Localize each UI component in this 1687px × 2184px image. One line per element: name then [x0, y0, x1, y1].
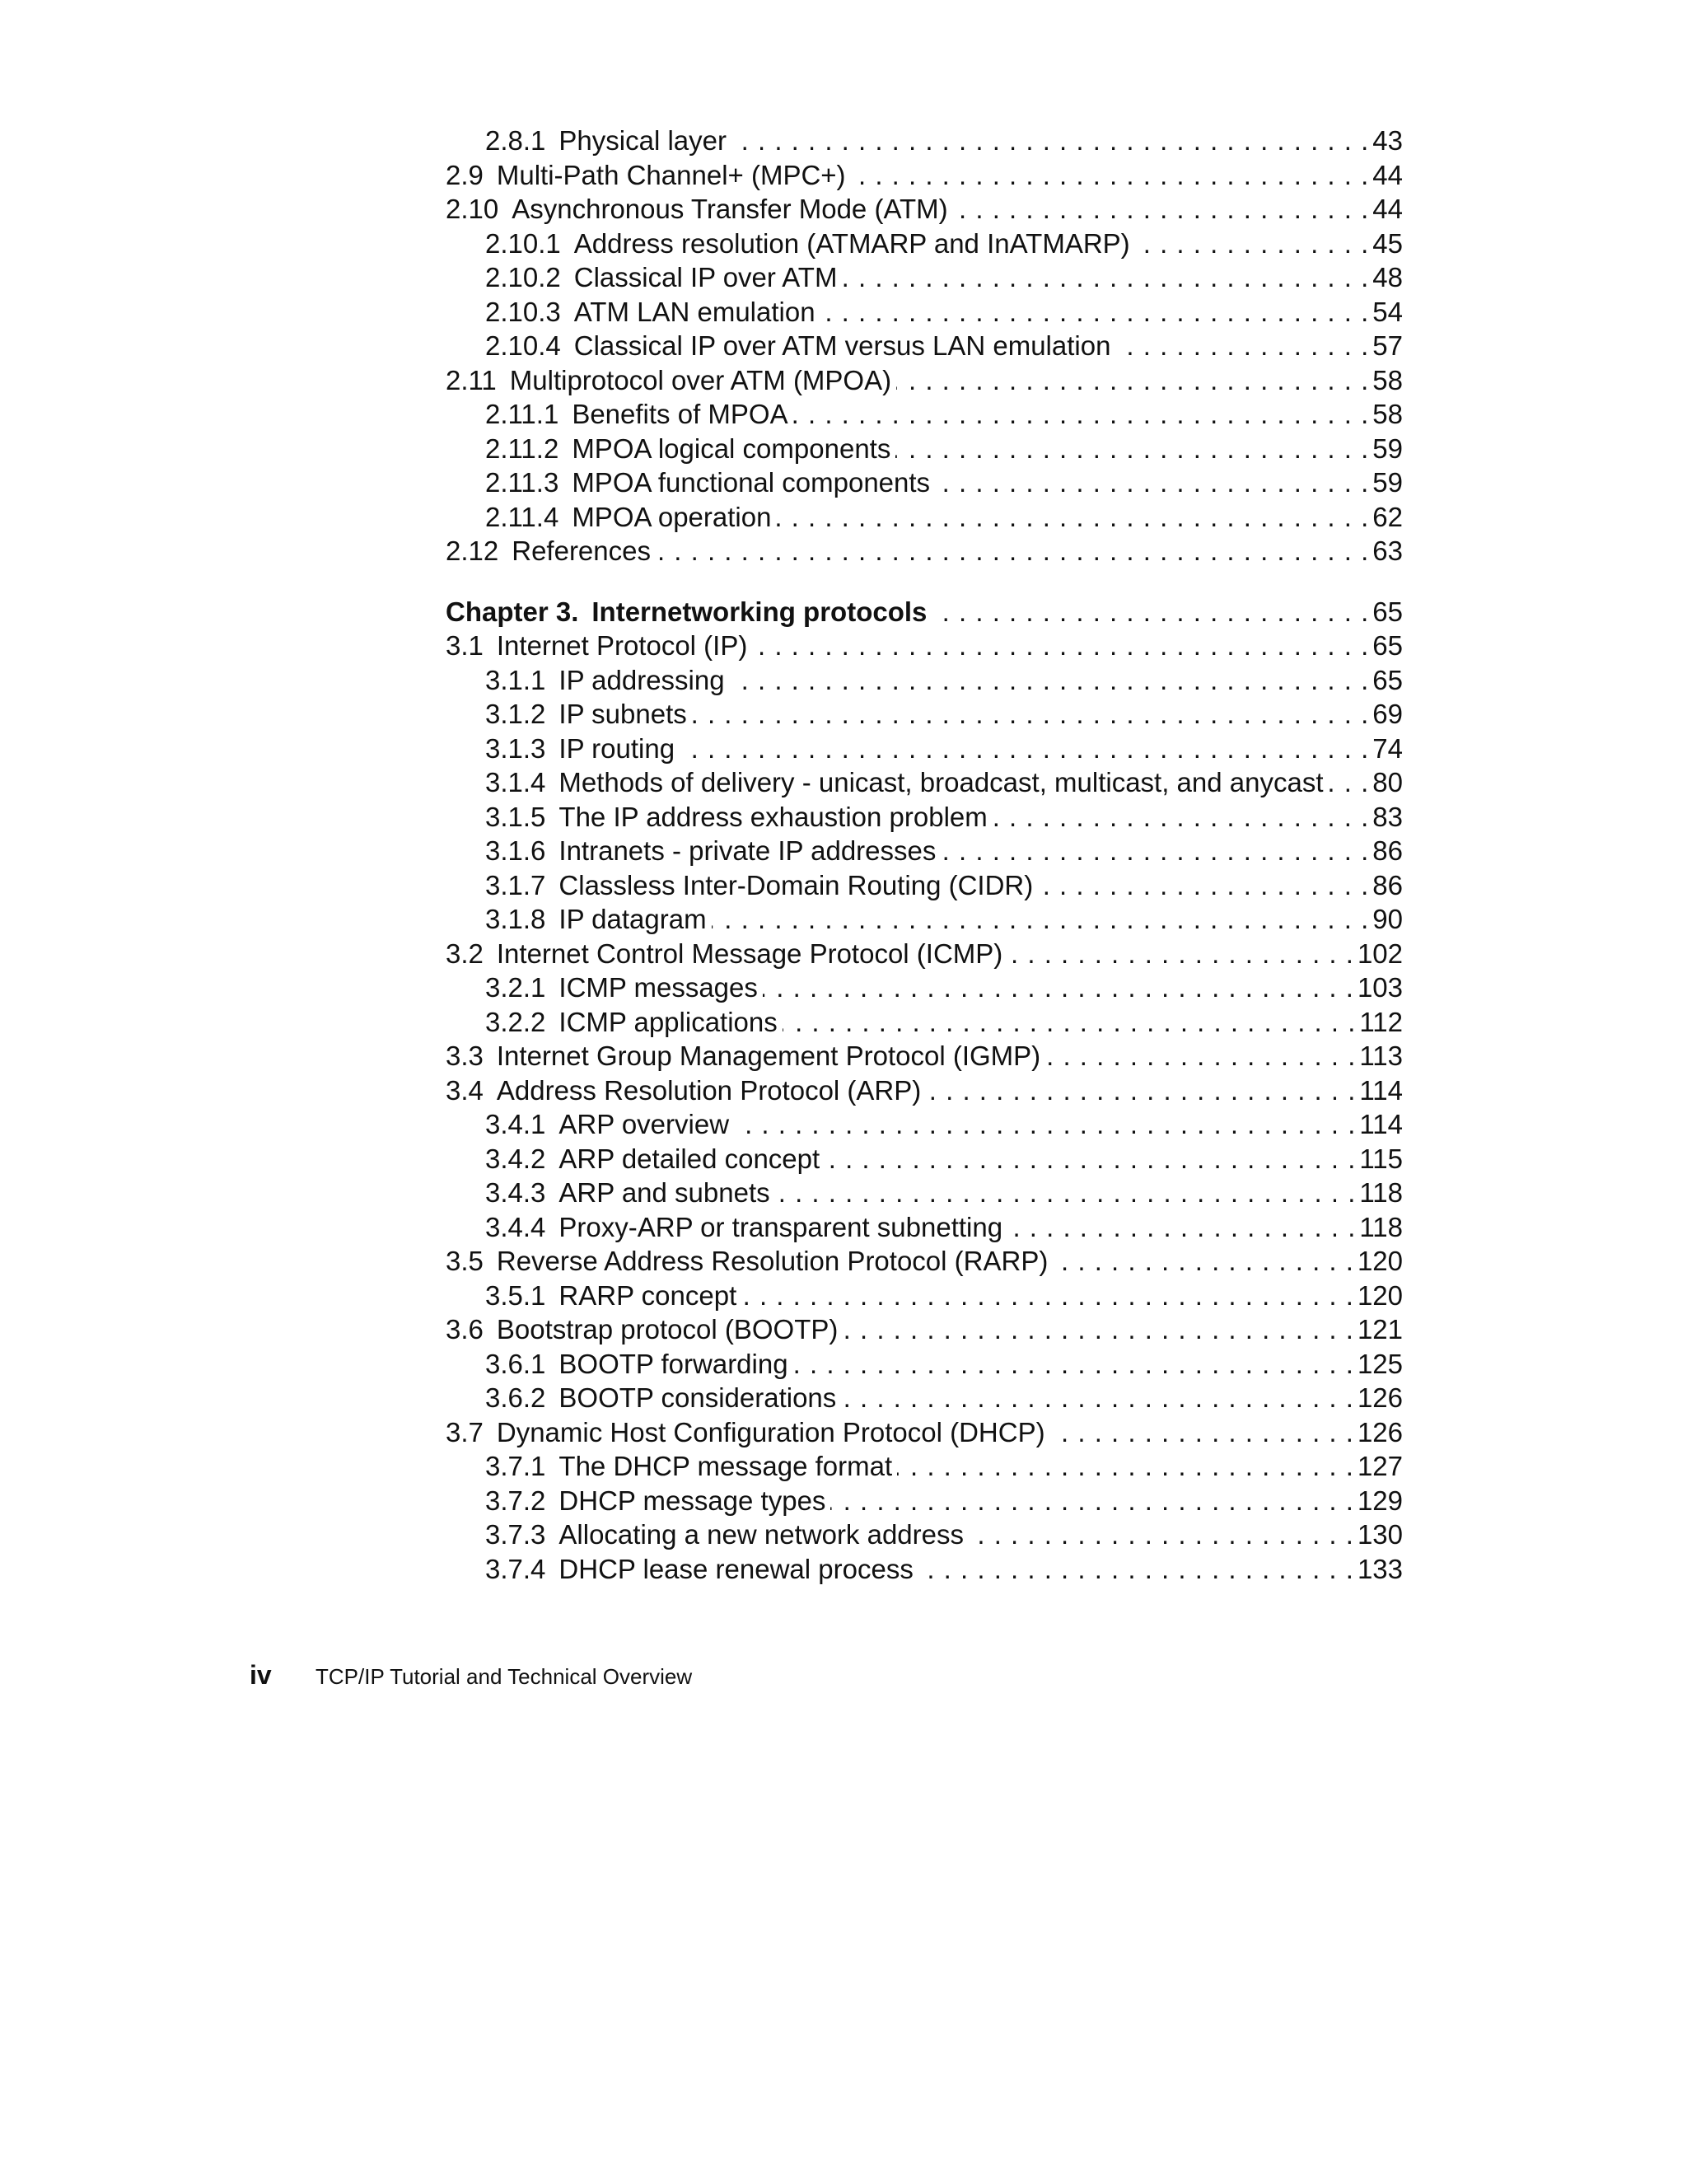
toc-entry-number: 3.1.7 [485, 869, 546, 900]
toc-entry[interactable] [446, 1381, 1403, 1415]
toc-entry-title: Internet Protocol (IP) [496, 630, 748, 661]
toc-entry-page: 58 [1372, 399, 1403, 429]
toc-entry-page: 90 [1372, 904, 1403, 934]
toc-entry-page: 45 [1372, 227, 1403, 259]
toc-entry-title: ARP overview [558, 1109, 730, 1139]
toc-entry[interactable] [446, 1347, 1403, 1382]
toc-entry-title: Bootstrap protocol (BOOTP) [496, 1314, 839, 1345]
toc-entry-title: ATM LAN emulation [573, 296, 815, 327]
dot-leader [1050, 1415, 1354, 1450]
toc-entry[interactable] [446, 1176, 1403, 1210]
toc-entry-title: ICMP applications [558, 1006, 778, 1037]
toc-entry[interactable] [446, 1073, 1403, 1108]
dot-leader [680, 732, 1369, 766]
toc-entry[interactable] [446, 227, 1403, 261]
toc-entry[interactable] [446, 1244, 1403, 1279]
toc-entry-title: Multi-Path Channel+ (MPC+) [496, 159, 846, 190]
dot-leader [775, 1176, 1357, 1210]
dot-leader [842, 260, 1369, 295]
toc-entry-page: 115 [1359, 1143, 1403, 1174]
toc-entry[interactable] [446, 1107, 1403, 1142]
toc-entry-number: 3.1.2 [485, 699, 546, 729]
toc-entry[interactable] [446, 124, 1403, 158]
toc-entry[interactable] [446, 1210, 1403, 1245]
toc-entry-title: The IP address exhaustion problem [558, 801, 988, 832]
toc-entry-title: Asynchronous Transfer Mode (ATM) [512, 194, 948, 224]
toc-entry[interactable] [446, 663, 1403, 698]
toc-entry-number: 2.11.3 [485, 467, 559, 498]
toc-entry[interactable] [446, 158, 1403, 193]
toc-entry-page: 120 [1357, 1246, 1403, 1276]
dot-leader [776, 500, 1369, 535]
toc-entry-number: 3.1 [446, 630, 484, 661]
toc-entry[interactable] [446, 397, 1403, 432]
toc-entry-page: 62 [1372, 501, 1403, 532]
toc-entry-number: Chapter 3. [446, 596, 579, 627]
dot-leader [763, 970, 1354, 1005]
toc-entry-title: Classless Inter-Domain Routing (CIDR) [558, 869, 1034, 900]
toc-entry[interactable] [446, 1449, 1403, 1484]
toc-entry-number: 3.2.2 [485, 1006, 546, 1037]
toc-entry-title: Dynamic Host Configuration Protocol (DHCP) [496, 1416, 1045, 1447]
toc-entry-title: Address Resolution Protocol (ARP) [496, 1074, 922, 1106]
dot-leader [969, 1518, 1354, 1552]
toc-entry[interactable] [446, 534, 1403, 568]
dot-leader [935, 465, 1369, 500]
toc-entry[interactable] [446, 765, 1403, 800]
toc-entry[interactable] [446, 363, 1403, 398]
dot-leader [1135, 227, 1370, 261]
toc-entry-number: 3.2.1 [485, 972, 546, 1003]
toc-entry-page: 57 [1372, 330, 1403, 361]
toc-entry-page: 63 [1372, 535, 1403, 566]
dot-leader [1053, 1244, 1354, 1279]
dot-leader [741, 1279, 1354, 1313]
toc-entry-number: 3.6.1 [485, 1348, 546, 1379]
toc-entry-title: ARP detailed concept [558, 1143, 820, 1174]
toc-entry-page: 103 [1357, 972, 1403, 1003]
dot-leader [941, 834, 1369, 868]
dot-leader [712, 902, 1370, 937]
toc-entry-title: RARP concept [558, 1279, 737, 1311]
dot-leader [932, 595, 1369, 629]
toc-entry[interactable] [446, 1415, 1403, 1450]
toc-entry-page: 118 [1359, 1211, 1403, 1242]
dot-leader [825, 1142, 1356, 1176]
dot-leader [783, 1005, 1357, 1040]
dot-leader [1045, 1039, 1356, 1073]
toc-entry-number: 3.4.2 [485, 1143, 546, 1174]
toc-entry-page: 121 [1357, 1314, 1403, 1345]
toc-entry-page: 130 [1357, 1519, 1403, 1550]
toc-entry-page: 65 [1372, 664, 1403, 695]
toc-entry-number: 3.7.4 [485, 1553, 546, 1584]
toc-entry[interactable] [446, 432, 1403, 466]
toc-entry-page: 127 [1357, 1451, 1403, 1481]
toc-entry-title: IP datagram [558, 904, 707, 934]
dot-leader [851, 158, 1370, 193]
toc-entry-title: BOOTP forwarding [558, 1348, 788, 1379]
toc-entry[interactable] [446, 1552, 1403, 1587]
dot-leader [1007, 1210, 1356, 1245]
toc-entry[interactable] [446, 1279, 1403, 1313]
toc-entry-number: 3.5 [446, 1246, 484, 1276]
toc-entry-page: 112 [1359, 1006, 1403, 1037]
toc-entry-number: 2.12 [446, 535, 499, 566]
toc-entry[interactable] [446, 800, 1403, 835]
toc-entry[interactable] [446, 629, 1403, 663]
toc-entry-title: Classical IP over ATM [573, 262, 838, 292]
toc-entry[interactable] [446, 295, 1403, 330]
dot-leader [918, 1552, 1354, 1587]
toc-entry-title: The DHCP message format [558, 1451, 893, 1481]
page-footer [250, 1660, 692, 1691]
toc-entry-number: 3.1.1 [485, 664, 546, 695]
toc-entry[interactable] [446, 329, 1403, 363]
dot-leader [1007, 937, 1354, 971]
toc-entry-number: 3.2 [446, 938, 484, 969]
toc-entry-number: 2.11.2 [485, 433, 559, 464]
toc-entry-title: Reverse Address Resolution Protocol (RARP) [496, 1246, 1049, 1276]
dot-leader [830, 1484, 1354, 1518]
toc-entry-page: 125 [1357, 1348, 1403, 1379]
toc-entry-page: 44 [1372, 194, 1403, 224]
toc-entry-page: 120 [1357, 1279, 1403, 1311]
toc-entry[interactable] [446, 834, 1403, 868]
toc-entry-title: MPOA operation [572, 501, 772, 532]
dot-leader [953, 192, 1370, 227]
dot-leader [752, 629, 1369, 663]
toc-entry-page: 65 [1372, 630, 1403, 661]
toc-entry-page: 114 [1359, 1109, 1403, 1139]
toc-entry-title: DHCP message types [558, 1485, 826, 1516]
toc-entry[interactable] [446, 1039, 1403, 1073]
toc-entry-number: 3.7 [446, 1416, 484, 1447]
toc-entry-title: Multiprotocol over ATM (MPOA) [509, 364, 892, 395]
toc-entry-number: 2.10.2 [485, 262, 561, 292]
toc-entry-title: MPOA logical components [572, 433, 891, 464]
toc-entry[interactable] [446, 465, 1403, 500]
toc-entry-page: 126 [1357, 1416, 1403, 1447]
dot-leader [993, 800, 1370, 835]
toc-entry-number: 2.8.1 [485, 125, 546, 156]
toc-entry-page: 102 [1357, 938, 1403, 969]
toc-entry[interactable] [446, 1142, 1403, 1176]
toc-chapter-entry[interactable] [446, 595, 1403, 629]
toc-entry-page: 86 [1372, 835, 1403, 866]
toc-entry-page: 48 [1372, 262, 1403, 292]
dot-leader [1038, 868, 1369, 903]
toc-entry-number: 3.1.5 [485, 801, 546, 832]
toc-entry-page: 114 [1359, 1074, 1403, 1106]
toc-entry-number: 3.1.6 [485, 835, 546, 866]
toc-entry-number: 3.1.8 [485, 904, 546, 934]
dot-leader [1329, 765, 1370, 800]
toc-entry-page: 59 [1372, 467, 1403, 498]
toc-entry-title: Internet Group Management Protocol (IGMP) [496, 1041, 1041, 1071]
toc-entry-title: Internet Control Message Protocol (ICMP) [496, 938, 1003, 969]
dot-leader [793, 397, 1370, 432]
toc-entry-number: 2.11 [446, 364, 497, 395]
toc-entry-number: 2.10.4 [485, 330, 561, 361]
toc-entry[interactable] [446, 500, 1403, 535]
toc-entry-number: 2.9 [446, 159, 484, 190]
toc-entry-title: ARP and subnets [558, 1177, 770, 1208]
toc-entry[interactable] [446, 732, 1403, 766]
dot-leader [1115, 329, 1369, 363]
toc-entry[interactable] [446, 970, 1403, 1005]
toc-entry-page: 118 [1359, 1177, 1403, 1208]
footer-book-title: TCP/IP Tutorial and Technical Overview [315, 1664, 693, 1689]
dot-leader [734, 1107, 1356, 1142]
toc-entry-number: 3.1.3 [485, 732, 546, 764]
toc-entry-number: 3.7.3 [485, 1519, 546, 1550]
toc-entry-page: 43 [1372, 125, 1403, 156]
dot-leader [656, 534, 1369, 568]
toc-entry-page: 80 [1372, 767, 1403, 797]
toc-entry-title: IP routing [558, 732, 675, 764]
toc-entry[interactable] [446, 1484, 1403, 1518]
toc-entry[interactable] [446, 937, 1403, 971]
toc-entry-title: References [512, 535, 651, 566]
toc-entry[interactable] [446, 260, 1403, 295]
toc-entry[interactable] [446, 1312, 1403, 1347]
dot-leader [843, 1312, 1354, 1347]
toc-entry-number: 2.10 [446, 194, 499, 224]
dot-leader [730, 663, 1370, 698]
table-of-contents [446, 124, 1403, 1586]
toc-entry-page: 86 [1372, 869, 1403, 900]
toc-entry-number: 3.4.1 [485, 1109, 546, 1139]
dot-leader [793, 1347, 1354, 1382]
toc-entry-page: 129 [1357, 1485, 1403, 1516]
dot-leader [731, 124, 1369, 158]
toc-entry-title: Allocating a new network address [558, 1519, 965, 1550]
toc-entry-page: 74 [1372, 732, 1403, 764]
toc-entry-number: 2.11.1 [485, 399, 559, 429]
dot-leader [895, 432, 1369, 466]
toc-entry-page: 83 [1372, 801, 1403, 832]
toc-entry[interactable] [446, 1518, 1403, 1552]
footer-page-number: iv [250, 1660, 272, 1690]
toc-entry-number: 3.6.2 [485, 1382, 546, 1413]
toc-entry-title: DHCP lease renewal process [558, 1553, 914, 1584]
toc-entry-title: IP addressing [558, 664, 725, 695]
toc-entry-page: 69 [1372, 699, 1403, 729]
toc-entry[interactable] [446, 697, 1403, 732]
toc-entry-title: Proxy-ARP or transparent subnetting [558, 1211, 1003, 1242]
dot-leader [820, 295, 1370, 330]
toc-entry[interactable] [446, 1005, 1403, 1040]
toc-entry-number: 3.4.3 [485, 1177, 546, 1208]
toc-entry-title: Methods of delivery - unicast, broadcast, multicast, and anycast [558, 767, 1324, 797]
toc-entry-page: 58 [1372, 364, 1403, 395]
toc-entry-title: Address resolution (ATMARP and InATMARP) [573, 227, 1130, 259]
toc-entry[interactable] [446, 902, 1403, 937]
toc-entry-title: Benefits of MPOA [572, 399, 788, 429]
toc-entry-title: IP subnets [558, 699, 687, 729]
toc-entry-title: MPOA functional components [572, 467, 931, 498]
dot-leader [841, 1381, 1354, 1415]
toc-entry-page: 44 [1372, 159, 1403, 190]
toc-entry-title: BOOTP considerations [558, 1382, 837, 1413]
toc-entry[interactable] [446, 868, 1403, 903]
toc-entry-number: 3.6 [446, 1314, 484, 1345]
toc-entry-number: 3.7.1 [485, 1451, 546, 1481]
toc-entry-number: 2.10.1 [485, 227, 561, 259]
toc-entry-number: 3.4.4 [485, 1211, 546, 1242]
toc-entry-page: 54 [1372, 296, 1403, 327]
dot-leader [926, 1073, 1356, 1108]
toc-entry-number: 3.3 [446, 1041, 484, 1071]
toc-entry-number: 3.1.4 [485, 767, 546, 797]
toc-entry-title: Intranets - private IP addresses [558, 835, 937, 866]
dot-leader [692, 697, 1370, 732]
dot-leader [897, 1449, 1354, 1484]
toc-entry[interactable] [446, 192, 1403, 227]
toc-entry-page: 59 [1372, 433, 1403, 464]
toc-entry-number: 2.11.4 [485, 501, 559, 532]
toc-entry-page: 65 [1372, 596, 1403, 627]
toc-entry-page: 113 [1359, 1041, 1403, 1071]
toc-entry-title: Physical layer [558, 125, 727, 156]
toc-entry-number: 3.7.2 [485, 1485, 546, 1516]
toc-entry-title: Classical IP over ATM versus LAN emulation [573, 330, 1111, 361]
dot-leader [896, 363, 1369, 398]
toc-entry-number: 3.5.1 [485, 1279, 546, 1311]
toc-entry-title: ICMP messages [558, 972, 758, 1003]
toc-entry-number: 2.10.3 [485, 296, 561, 327]
toc-entry-title: Internetworking protocols [591, 596, 928, 627]
toc-entry-page: 133 [1357, 1553, 1403, 1584]
toc-entry-page: 126 [1357, 1382, 1403, 1413]
toc-entry-number: 3.4 [446, 1074, 484, 1106]
